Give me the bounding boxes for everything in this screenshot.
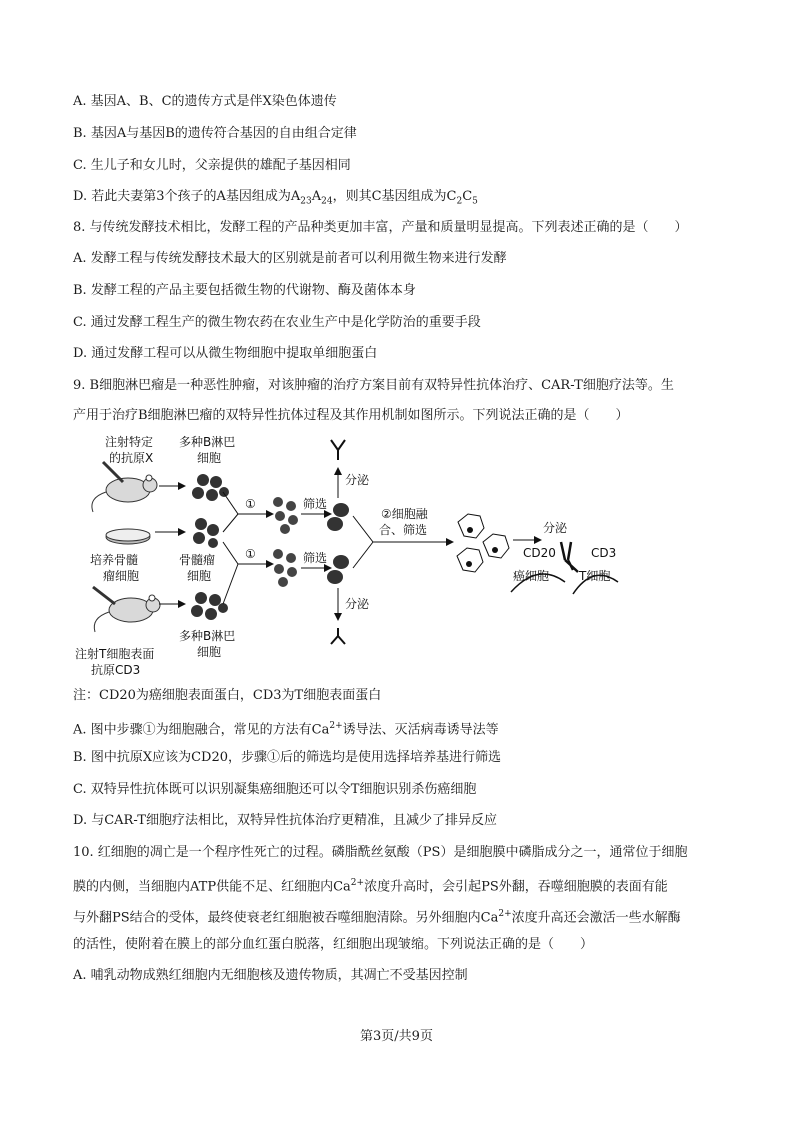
step1-bottom-label: ① [245, 547, 256, 561]
antibody-production-diagram [73, 432, 673, 684]
q7-option-b: B. 基因A与基因B的遗传符合基因的自由组合定律 [73, 126, 357, 141]
b-cells-top-cluster [192, 474, 229, 501]
step2-label-1: ②细胞融 [381, 507, 428, 521]
screen-top-label: 筛选 [303, 497, 328, 511]
page-footer: 第3页/共9页 [360, 1029, 433, 1044]
q7-text: ，则其C基因组成为C [332, 189, 457, 204]
label-cancer-cell: 癌细胞 [513, 569, 550, 583]
q7-text: C [462, 189, 473, 204]
myeloma-cells-cluster [193, 518, 219, 548]
label-inject-cd3-1: 注射T细胞表面 [75, 647, 155, 661]
q7-option-c: C. 生儿子和女儿时，父亲提供的雄配子基因相同 [73, 158, 351, 173]
b-cells-bottom-cluster [191, 592, 228, 620]
q10-text: 浓度升高时，会引起PS外翻，吞噬细胞膜的表面有能 [364, 879, 668, 895]
label-myeloma-1: 骨髓瘤 [179, 553, 216, 567]
q9-option-b: B. 图中抗原X应该为CD20，步骤①后的筛选均是使用选择培养基进行筛选 [73, 750, 501, 765]
q10-stem-line1: 10. 红细胞的凋亡是一个程序性死亡的过程。磷脂酰丝氨酸（PS）是细胞膜中磷脂成分之一，通常位于细胞 [73, 845, 688, 860]
q9-option-a [73, 716, 499, 740]
q10-stem-line3 [73, 904, 681, 928]
label-inject-cd3-2: 抗原CD3 [91, 663, 141, 677]
q7-sub: 2 [456, 196, 463, 207]
antibody-top-icon [331, 440, 345, 460]
label-b-cells-top-2: 细胞 [197, 451, 222, 465]
label-inject-antigen-x-2: 的抗原X [109, 451, 154, 465]
q8-option-c: C. 通过发酵工程生产的微生物农药在农业生产中是化学防治的重要手段 [73, 315, 481, 330]
q9-option-d: D. 与CAR-T细胞疗法相比，双特异性抗体治疗更精准，且减少了排异反应 [73, 813, 497, 828]
q9-sup: 2+ [329, 721, 343, 731]
q7-sub: 23 [300, 196, 312, 207]
culture-dish-icon [106, 529, 150, 544]
q10-text: 浓度升高还会激活一些水解酶 [511, 910, 681, 926]
q7-option-d [73, 187, 478, 212]
label-cd20: CD20 [523, 546, 556, 560]
q8-option-a: A. 发酵工程与传统发酵技术最大的区别就是前者可以利用微生物来进行发酵 [73, 251, 507, 266]
step1-top-label: ① [245, 497, 256, 511]
q10-text: 与外翻PS结合的受体，最终使衰老红细胞被吞噬细胞清除。另外细胞内Ca [73, 910, 499, 926]
q10-sup: 2+ [498, 909, 512, 919]
q9-stem-line2: 产用于治疗B细胞淋巴瘤的双特异性抗体过程及其作用机制如图所示。下列说法正确的是（ ） [73, 408, 629, 423]
q10-option-a: A. 哺乳动物成熟红细胞内无细胞核及遗传物质，其凋亡不受基因控制 [73, 968, 468, 983]
secrete-bottom-label: 分泌 [345, 597, 370, 611]
q9-option-a-text: A. 图中步骤①为细胞融合，常见的方法有Ca [73, 722, 330, 738]
label-culture-2: 瘤细胞 [103, 569, 140, 583]
fused-cells-bottom [273, 549, 297, 587]
label-b-cells-bottom-1: 多种B淋巴 [179, 629, 236, 643]
q7-option-a: A. 基因A、B、C的遗传方式是伴X染色体遗传 [73, 94, 337, 109]
q8-stem: 8. 与传统发酵技术相比，发酵工程的产品种类更加丰富，产量和质量明显提高。下列表述正确的是（ ） [73, 220, 688, 235]
secrete-right-label: 分泌 [543, 521, 568, 535]
q9-option-a-text-2: 诱导法、灭活病毒诱导法等 [342, 722, 499, 738]
fused-cells-top [273, 497, 298, 534]
q7-text: A [311, 189, 322, 204]
mouse-bottom-icon [93, 587, 160, 632]
q7-sub: 24 [321, 196, 333, 207]
antibody-bottom-icon [331, 628, 345, 644]
screen-bottom-label: 筛选 [303, 551, 328, 565]
label-inject-antigen-x-1: 注射特定 [105, 435, 154, 449]
mouse-top-icon [92, 462, 157, 512]
label-b-cells-bottom-2: 细胞 [197, 645, 222, 659]
secrete-top-label: 分泌 [345, 473, 370, 487]
label-t-cell: T细胞 [579, 569, 611, 583]
q10-sup: 2+ [350, 878, 365, 888]
q9-option-c: C. 双特异性抗体既可以识别凝集癌细胞还可以令T细胞识别杀伤癌细胞 [73, 782, 477, 797]
label-b-cells-top-1: 多种B淋巴 [179, 435, 236, 449]
bispecific-hybridoma-cells [457, 514, 509, 572]
label-culture-1: 培养骨髓 [90, 553, 139, 567]
q10-stem-line2 [73, 873, 668, 897]
q10-text: 膜的内侧，当细胞内ATP供能不足、红细胞内Ca [73, 879, 351, 895]
q7-sub: 5 [472, 196, 478, 207]
q8-option-b: B. 发酵工程的产品主要包括微生物的代谢物、酶及菌体本身 [73, 283, 416, 298]
q9-note: 注：CD20为癌细胞表面蛋白，CD3为T细胞表面蛋白 [73, 688, 382, 703]
q10-stem-line4: 的活性，使附着在膜上的部分血红蛋白脱落，红细胞出现皱缩。下列说法正确的是（ ） [73, 937, 594, 952]
step2-label-2: 合、筛选 [379, 523, 428, 537]
label-cd3: CD3 [591, 546, 617, 560]
hybridoma-top [327, 503, 349, 531]
bispecific-antibody-icon [561, 542, 578, 572]
label-myeloma-2: 细胞 [187, 569, 212, 583]
q8-option-d: D. 通过发酵工程可以从微生物细胞中提取单细胞蛋白 [73, 346, 378, 361]
hybridoma-bottom [327, 555, 349, 584]
q7-option-d-text: D. 若此夫妻第3个孩子的A基因组成为A [73, 189, 301, 204]
q9-stem-line1: 9. B细胞淋巴瘤是一种恶性肿瘤，对该肿瘤的治疗方案目前有双特异性抗体治疗、CAR-T细胞疗法等。生 [73, 378, 674, 393]
